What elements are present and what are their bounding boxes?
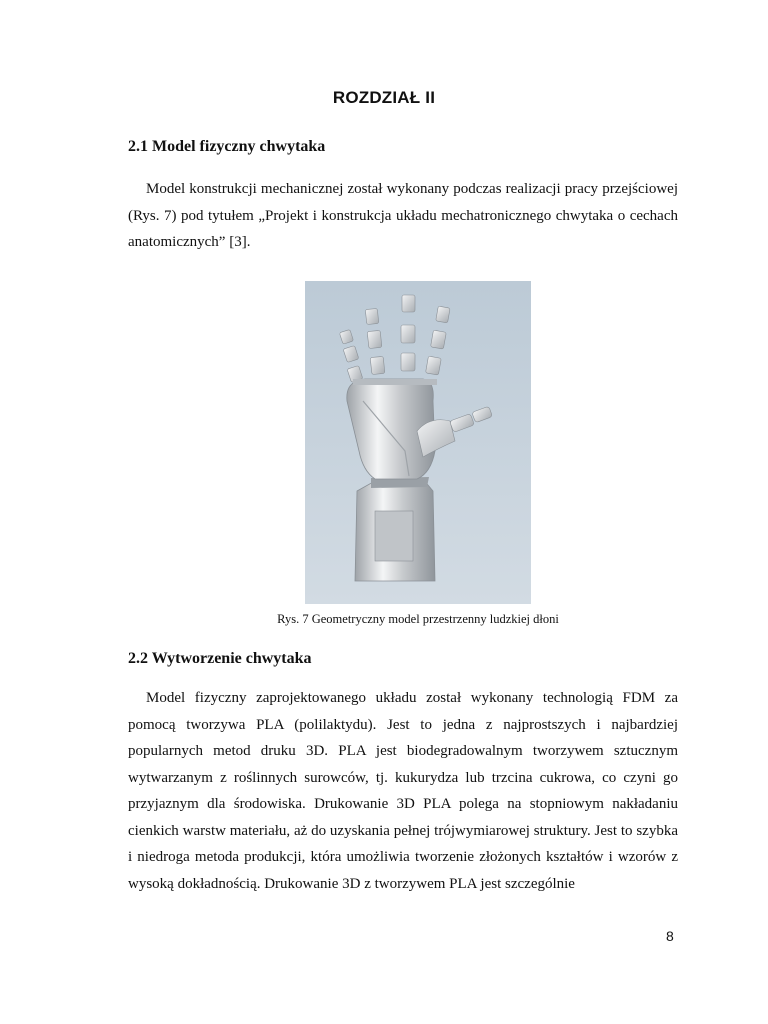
hand-model-figure <box>305 281 531 604</box>
ring-finger-seg-1 <box>370 356 385 374</box>
section-paragraph-2-1: Model konstrukcji mechanicznej został wykonany podczas realizacji pracy przejściowej (Rys. 7) pod tytułem „Projekt i konstrukcja układu mechatronicznego chwytaka o cechach anatomicznych” [3]. <box>128 181 678 250</box>
index-finger-seg-3 <box>436 306 450 323</box>
middle-finger-seg-1 <box>401 353 415 371</box>
ring-finger-seg-2 <box>367 330 382 348</box>
ring-finger-seg-3 <box>365 308 379 324</box>
middle-finger-seg-3 <box>402 295 415 312</box>
page-number: 8 <box>666 928 674 944</box>
section-heading-2-1: 2.1 Model fizyczny chwytaka <box>128 138 326 155</box>
figure-caption: Rys. 7 Geometryczny model przestrzenny ludzkiej dłoni <box>277 612 559 626</box>
index-finger-seg-2 <box>431 330 447 349</box>
index-finger-seg-1 <box>426 356 442 375</box>
section-paragraph-2-2: Model fizyczny zaprojektowanego układu został wykonany technologią FDM za pomocą tworzywa PLA (polilaktydu). Jest to jedna z najprostszych i najbardziej popularnych metod druku 3D. PLA jest biodegradowalnym tworzywem sztucznym wytwarzanym z roślinnych surowców, tj. kukurydza lub trzcina cukrowa, co czyni go przyjaznym dla środowiska. Drukowanie 3D PLA polega na stopniowym nakładaniu cienkich warstw materiału, aż do uzyskania pełnej trójwymiarowej struktury. Jest to szybka i niedroga metoda produkcji, która umożliwia tworzenie złożonych kształtów i wzorów z wysoką dokładnością. Drukowanie 3D z tworzywem PLA jest szczególnie <box>128 690 678 892</box>
middle-finger-seg-2 <box>401 325 415 343</box>
chapter-title: ROZDZIAŁ II <box>332 88 436 107</box>
forearm-panel <box>375 511 413 561</box>
section-heading-2-2: 2.2 Wytworzenie chwytaka <box>128 650 312 667</box>
knuckle-connector <box>353 379 437 385</box>
hand-model-image <box>305 281 531 604</box>
